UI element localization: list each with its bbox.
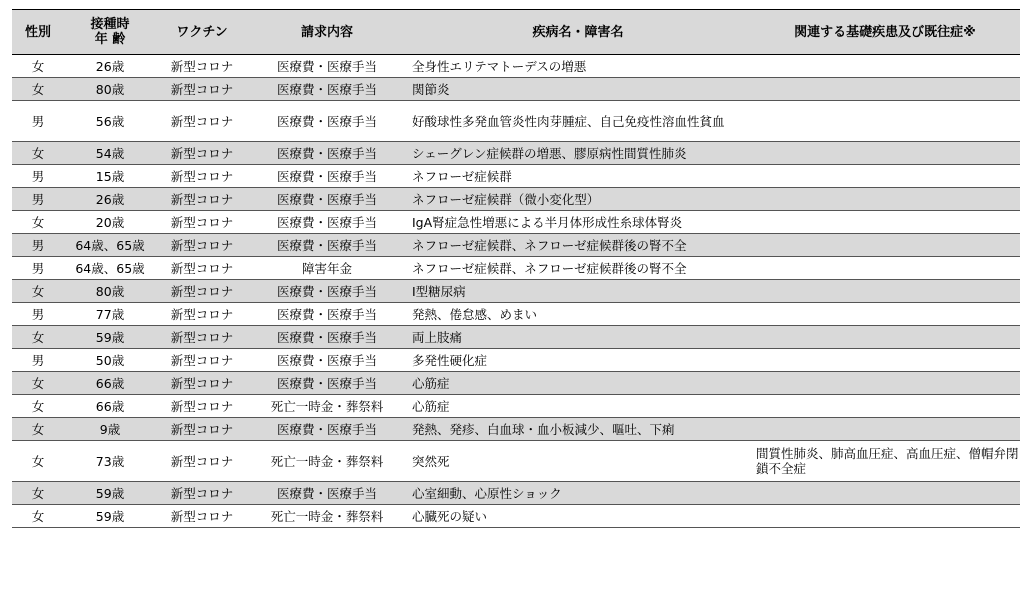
- cell-age: 59歳: [95, 508, 125, 524]
- cell-age: 59歳: [95, 329, 125, 345]
- cell-age: 66歳: [95, 398, 125, 414]
- cell-claim: 医療費・医療手当: [276, 145, 377, 161]
- cell-disease: シェーグレン症候群の増悪、膠原病性間質性肺炎: [412, 145, 687, 161]
- cell-vaccine: 新型コロナ: [170, 453, 234, 469]
- cell-claim: 医療費・医療手当: [276, 168, 377, 184]
- cell-vaccine: 新型コロナ: [170, 237, 234, 253]
- cell-claim: 医療費・医療手当: [276, 352, 377, 368]
- table-row: [12, 505, 1020, 528]
- cell-sex: 男: [31, 113, 45, 129]
- table-row: [12, 78, 1020, 101]
- cell-disease: ネフローゼ症候群（微小変化型）: [412, 191, 600, 207]
- cell-sex: 男: [31, 306, 45, 322]
- cell-claim: 医療費・医療手当: [276, 421, 377, 437]
- cell-claim: 医療費・医療手当: [276, 306, 377, 322]
- table-row: [12, 188, 1020, 211]
- cell-age: 73歳: [95, 453, 125, 469]
- cell-claim: 医療費・医療手当: [276, 113, 377, 129]
- cell-age: 80歳: [95, 283, 125, 299]
- cell-age: 64歳、65歳: [75, 237, 145, 253]
- cell-disease: ネフローゼ症候群、ネフローゼ症候群後の腎不全: [412, 260, 687, 276]
- cell-claim: 医療費・医療手当: [276, 329, 377, 345]
- cell-related: [750, 101, 1020, 142]
- cell-disease: 多発性硬化症: [412, 352, 488, 368]
- header-sex: 性別: [24, 24, 51, 40]
- cell-claim: 医療費・医療手当: [276, 283, 377, 299]
- cell-related: [750, 372, 1020, 395]
- cell-disease: 心臓死の疑い: [412, 508, 488, 524]
- table-row: [12, 280, 1020, 303]
- cell-vaccine: 新型コロナ: [170, 113, 234, 129]
- table-row: [12, 482, 1020, 505]
- cell-claim: 医療費・医療手当: [276, 237, 377, 253]
- cell-sex: 男: [31, 237, 45, 253]
- cell-age: 15歳: [95, 168, 125, 184]
- cell-claim: 死亡一時金・葬祭料: [270, 453, 384, 469]
- table-row: [12, 441, 1020, 482]
- cell-sex: 女: [31, 329, 45, 345]
- table-row: [12, 234, 1020, 257]
- cell-vaccine: 新型コロナ: [170, 260, 234, 276]
- cell-claim: 医療費・医療手当: [276, 214, 377, 230]
- cell-related: [750, 418, 1020, 441]
- cell-disease: 好酸球性多発血管炎性肉芽腫症、自己免疫性溶血性貧血: [412, 113, 725, 129]
- table-row: [12, 55, 1020, 78]
- table-row: [12, 372, 1020, 395]
- cell-sex: 女: [31, 58, 45, 74]
- cell-related: [750, 326, 1020, 349]
- table-row: [12, 101, 1020, 142]
- cell-age: 26歳: [95, 58, 125, 74]
- cell-sex: 女: [31, 485, 45, 501]
- cell-sex: 女: [31, 398, 45, 414]
- cell-age: 56歳: [95, 113, 125, 129]
- cell-vaccine: 新型コロナ: [170, 508, 234, 524]
- cell-sex: 女: [31, 508, 45, 524]
- cell-sex: 女: [31, 81, 45, 97]
- cell-vaccine: 新型コロナ: [170, 81, 234, 97]
- cell-related: [750, 257, 1020, 280]
- cell-related: [750, 55, 1020, 78]
- cell-disease: Ⅰ型糖尿病: [412, 283, 466, 299]
- cell-related: [750, 349, 1020, 372]
- cell-vaccine: 新型コロナ: [170, 145, 234, 161]
- cell-vaccine: 新型コロナ: [170, 352, 234, 368]
- cell-vaccine: 新型コロナ: [170, 329, 234, 345]
- cell-related: [750, 303, 1020, 326]
- cell-disease: 両上肢痛: [412, 329, 463, 345]
- header-vaccine: ワクチン: [176, 24, 228, 40]
- cell-related: [750, 165, 1020, 188]
- cell-vaccine: 新型コロナ: [170, 421, 234, 437]
- cell-sex: 男: [31, 352, 45, 368]
- cell-disease: 心筋症: [412, 375, 450, 391]
- cell-sex: 女: [31, 145, 45, 161]
- header-age-line1: 接種時: [90, 17, 130, 32]
- table-container: [12, 9, 1020, 528]
- cell-disease: 心室細動、心原性ショック: [412, 485, 562, 501]
- cell-claim: 医療費・医療手当: [276, 81, 377, 97]
- cell-disease: ネフローゼ症候群: [412, 168, 512, 184]
- table-row: [12, 142, 1020, 165]
- cell-age: 50歳: [95, 352, 125, 368]
- cell-vaccine: 新型コロナ: [170, 168, 234, 184]
- cell-claim: 医療費・医療手当: [276, 191, 377, 207]
- cell-disease: 発熱、発疹、白血球・血小板減少、嘔吐、下痢: [412, 421, 675, 437]
- cell-age: 59歳: [95, 485, 125, 501]
- cell-vaccine: 新型コロナ: [170, 398, 234, 414]
- cell-claim: 死亡一時金・葬祭料: [270, 508, 384, 524]
- table-row: [12, 418, 1020, 441]
- table-row: [12, 211, 1020, 234]
- table-row: [12, 303, 1020, 326]
- cell-age: 9歳: [99, 421, 121, 437]
- relief-claims-table: [12, 9, 1020, 528]
- cell-related: [750, 280, 1020, 303]
- cell-vaccine: 新型コロナ: [170, 58, 234, 74]
- header-disease: 疾病名・障害名: [532, 24, 624, 40]
- cell-vaccine: 新型コロナ: [170, 485, 234, 501]
- cell-sex: 男: [31, 191, 45, 207]
- cell-claim: 医療費・医療手当: [276, 375, 377, 391]
- header-claim: 請求内容: [300, 24, 353, 40]
- cell-disease: 心筋症: [412, 398, 450, 414]
- header-age: [64, 10, 156, 55]
- cell-age: 77歳: [95, 306, 125, 322]
- cell-claim: 死亡一時金・葬祭料: [270, 398, 384, 414]
- cell-disease: 関節炎: [412, 81, 450, 97]
- cell-related: [750, 505, 1020, 528]
- cell-age: 64歳、65歳: [75, 260, 145, 276]
- cell-age: 26歳: [95, 191, 125, 207]
- cell-age: 54歳: [95, 145, 125, 161]
- table-row: [12, 395, 1020, 418]
- cell-vaccine: 新型コロナ: [170, 306, 234, 322]
- header-related: 関連する基礎疾患及び既往症※: [794, 24, 976, 40]
- cell-related: [750, 142, 1020, 165]
- cell-related: [750, 395, 1020, 418]
- cell-age: 80歳: [95, 81, 125, 97]
- cell-sex: 男: [31, 260, 45, 276]
- cell-related: [750, 78, 1020, 101]
- cell-vaccine: 新型コロナ: [170, 283, 234, 299]
- cell-disease: ネフローゼ症候群、ネフローゼ症候群後の腎不全: [412, 237, 687, 253]
- cell-claim: 医療費・医療手当: [276, 58, 377, 74]
- cell-related: [750, 211, 1020, 234]
- cell-related: 間質性肺炎、肺高血圧症、高血圧症、僧帽弁閉鎖不全症: [756, 446, 1019, 476]
- cell-disease: 突然死: [412, 453, 450, 469]
- header-age-line2: 年 齢: [94, 32, 126, 47]
- cell-vaccine: 新型コロナ: [170, 191, 234, 207]
- cell-sex: 女: [31, 421, 45, 437]
- cell-claim: 医療費・医療手当: [276, 485, 377, 501]
- cell-related: [750, 234, 1020, 257]
- table-row: [12, 257, 1020, 280]
- cell-age: 66歳: [95, 375, 125, 391]
- table-row: [12, 165, 1020, 188]
- cell-sex: 女: [31, 283, 45, 299]
- table-row: [12, 349, 1020, 372]
- cell-sex: 男: [31, 168, 45, 184]
- cell-sex: 女: [31, 375, 45, 391]
- cell-related: [750, 188, 1020, 211]
- cell-vaccine: 新型コロナ: [170, 214, 234, 230]
- cell-vaccine: 新型コロナ: [170, 375, 234, 391]
- cell-disease: 全身性エリテマトーデスの増悪: [412, 58, 587, 74]
- table-header-row: [12, 10, 1020, 55]
- cell-sex: 女: [31, 453, 45, 469]
- cell-sex: 女: [31, 214, 45, 230]
- cell-age: 20歳: [95, 214, 125, 230]
- table-row: [12, 326, 1020, 349]
- cell-disease: IgA腎症急性増悪による半月体形成性糸球体腎炎: [412, 214, 683, 230]
- cell-claim: 障害年金: [301, 260, 352, 276]
- cell-related: [750, 482, 1020, 505]
- cell-disease: 発熱、倦怠感、めまい: [412, 306, 538, 322]
